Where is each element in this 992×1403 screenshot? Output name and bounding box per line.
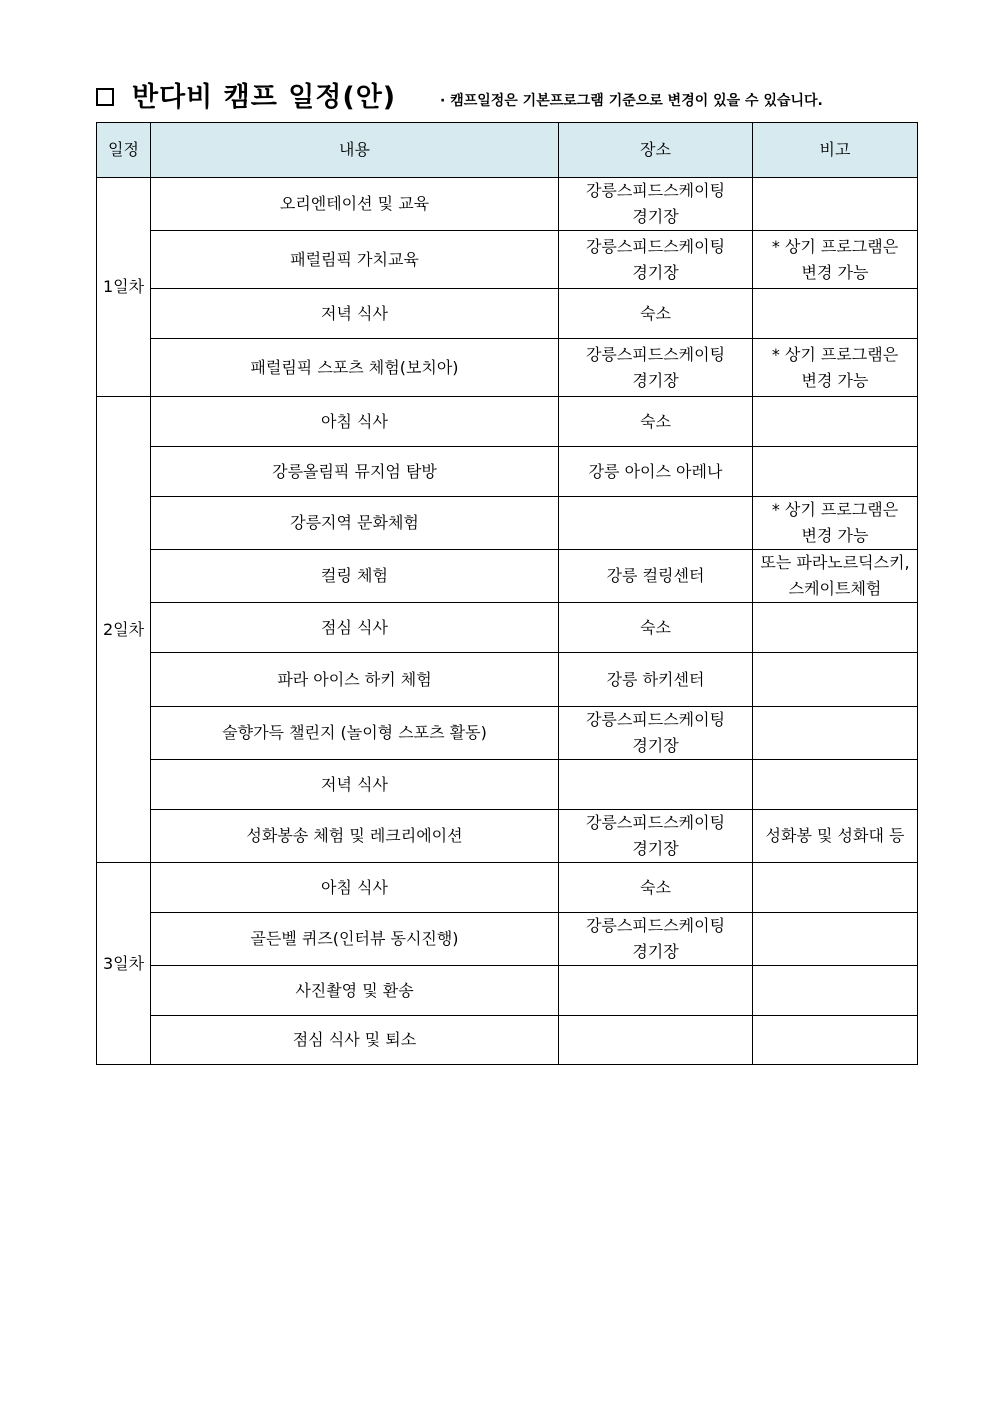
header-day: 일정 (97, 123, 151, 178)
program-place (559, 497, 753, 550)
table-row (97, 497, 918, 550)
table-header-row (97, 123, 918, 178)
table-row (97, 603, 918, 653)
program-content: 점심 식사 (151, 603, 559, 653)
table-row (97, 707, 918, 760)
program-remark: * 상기 프로그램은 변경 가능 (753, 231, 918, 289)
program-place: 숙소 (559, 289, 753, 339)
table-row (97, 231, 918, 289)
program-place: 강릉스피드스케이팅 경기장 (559, 231, 753, 289)
table-row (97, 397, 918, 447)
program-place: 강릉 아이스 아레나 (559, 447, 753, 497)
program-remark (753, 178, 918, 231)
program-place: 강릉 하키센터 (559, 653, 753, 707)
program-content: 저녁 식사 (151, 760, 559, 810)
program-remark (753, 447, 918, 497)
program-remark: * 상기 프로그램은 변경 가능 (753, 339, 918, 397)
table-row (97, 966, 918, 1016)
program-content: 파라 아이스 하키 체험 (151, 653, 559, 707)
program-remark (753, 707, 918, 760)
program-place: 강릉스피드스케이팅 경기장 (559, 339, 753, 397)
table-row (97, 810, 918, 863)
program-remark: * 상기 프로그램은 변경 가능 (753, 497, 918, 550)
program-content: 패럴림픽 스포츠 체험(보치아) (151, 339, 559, 397)
table-row (97, 1016, 918, 1065)
program-content: 패럴림픽 가치교육 (151, 231, 559, 289)
program-content: 아침 식사 (151, 863, 559, 913)
program-place: 강릉 컬링센터 (559, 550, 753, 603)
document-title: 반다비 캠프 일정(안) (132, 82, 397, 113)
table-row (97, 913, 918, 966)
program-remark (753, 966, 918, 1016)
program-place: 숙소 (559, 603, 753, 653)
program-remark (753, 653, 918, 707)
table-row (97, 550, 918, 603)
program-place: 숙소 (559, 863, 753, 913)
table-row (97, 339, 918, 397)
day-label: 1일차 (97, 178, 151, 397)
program-place: 강릉스피드스케이팅 경기장 (559, 810, 753, 863)
header-place: 장소 (559, 123, 753, 178)
schedule-change-note: · 캠프일정은 기본프로그램 기준으로 변경이 있을 수 있습니다. (440, 93, 823, 109)
table-row (97, 178, 918, 231)
program-place: 강릉스피드스케이팅 경기장 (559, 178, 753, 231)
header-content: 내용 (151, 123, 559, 178)
program-place: 강릉스피드스케이팅 경기장 (559, 707, 753, 760)
program-remark: 성화봉 및 성화대 등 (753, 810, 918, 863)
schedule-table (96, 122, 918, 1065)
table-row (97, 289, 918, 339)
program-content: 강릉지역 문화체험 (151, 497, 559, 550)
program-content: 오리엔테이션 및 교육 (151, 178, 559, 231)
program-remark (753, 760, 918, 810)
schedule-body (97, 178, 918, 1065)
program-place (559, 1016, 753, 1065)
table-row (97, 760, 918, 810)
program-place: 강릉스피드스케이팅 경기장 (559, 913, 753, 966)
program-place (559, 760, 753, 810)
program-remark (753, 397, 918, 447)
program-content: 골든벨 퀴즈(인터뷰 동시진행) (151, 913, 559, 966)
title-row (96, 80, 896, 120)
program-remark (753, 863, 918, 913)
program-content: 술향가득 챌린지 (놀이형 스포츠 활동) (151, 707, 559, 760)
program-remark: 또는 파라노르딕스키, 스케이트체험 (753, 550, 918, 603)
program-content: 강릉올림픽 뮤지엄 탐방 (151, 447, 559, 497)
program-content: 저녁 식사 (151, 289, 559, 339)
program-remark (753, 603, 918, 653)
table-row (97, 863, 918, 913)
program-content: 성화봉송 체험 및 레크리에이션 (151, 810, 559, 863)
program-place: 숙소 (559, 397, 753, 447)
program-remark (753, 1016, 918, 1065)
program-content: 사진촬영 및 환송 (151, 966, 559, 1016)
program-place (559, 966, 753, 1016)
program-content: 아침 식사 (151, 397, 559, 447)
table-row (97, 653, 918, 707)
program-remark (753, 913, 918, 966)
header-remark: 비고 (753, 123, 918, 178)
program-content: 점심 식사 및 퇴소 (151, 1016, 559, 1065)
day-label: 3일차 (97, 863, 151, 1065)
day-label: 2일차 (97, 397, 151, 863)
checkbox-square-icon (96, 88, 114, 106)
table-row (97, 447, 918, 497)
program-remark (753, 289, 918, 339)
program-content: 컬링 체험 (151, 550, 559, 603)
